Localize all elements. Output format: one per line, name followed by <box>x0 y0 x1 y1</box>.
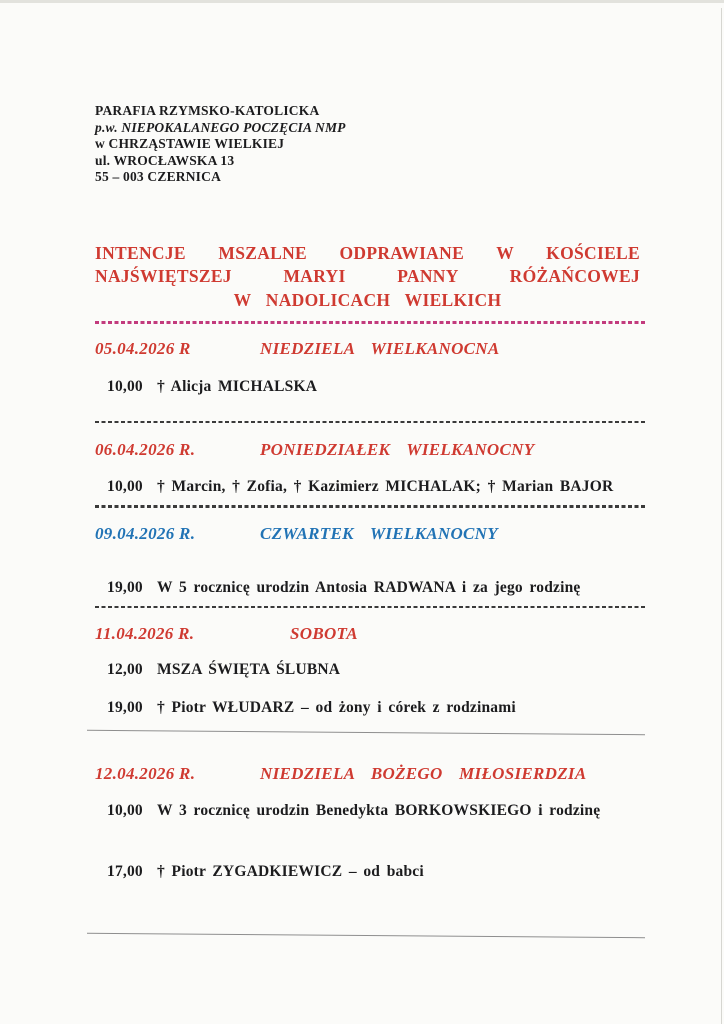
scan-edge-right <box>721 8 722 1024</box>
section-date: 05.04.2026 R <box>95 338 191 358</box>
separator-dashed-magenta <box>95 321 646 324</box>
mass-intention <box>107 862 640 882</box>
parish-town: w CHRZĄSTAWIE WIELKIEJ <box>95 136 285 151</box>
separator-dashed <box>95 421 646 424</box>
section-heading-3 <box>95 523 640 545</box>
section-heading-2 <box>95 439 640 461</box>
section-heading-1 <box>95 338 640 360</box>
mass-text: † Alicja MICHALSKA <box>157 377 318 395</box>
parish-patron: p.w. NIEPOKALANEGO POCZĘCIA NMP <box>95 119 346 135</box>
section-date: 06.04.2026 R. <box>95 440 196 459</box>
title-line-1: INTENCJE MSZALNE ODPRAWIANE W KOŚCIELE <box>95 242 640 263</box>
mass-text: † Piotr ZYGADKIEWICZ – od babci <box>157 863 424 881</box>
section-date: 11.04.2026 R. <box>95 624 195 643</box>
separator-dashed <box>95 606 646 609</box>
parish-street: ul. WROCŁAWSKA 13 <box>95 152 235 168</box>
mass-time: 10,00 <box>107 802 143 820</box>
mass-time: 19,00 <box>107 578 143 596</box>
section-day: NIEDZIELA BOŻEGO MIŁOSIERDZIA <box>260 764 587 784</box>
title-line-2: NAJŚWIĘTSZEJ MARYI PANNY RÓŻAŃCOWEJ <box>95 266 640 286</box>
title-line-3: W NADOLICACH WIELKICH <box>233 289 502 310</box>
mass-intention <box>107 377 640 397</box>
mass-time: 17,00 <box>107 863 143 881</box>
separator-rule <box>87 933 645 939</box>
section-date: 09.04.2026 R. <box>95 523 196 543</box>
parish-name: PARAFIA RZYMSKO-KATOLICKA <box>95 103 320 118</box>
mass-intention <box>107 801 640 821</box>
mass-intention <box>107 660 640 680</box>
mass-intention <box>107 578 640 598</box>
mass-time: 10,00 <box>107 478 143 495</box>
mass-text: MSZA ŚWIĘTA ŚLUBNA <box>157 661 341 678</box>
mass-text: † Piotr WŁUDARZ – od żony i córek z rodzinami <box>157 699 516 716</box>
mass-time: 19,00 <box>107 699 143 716</box>
parish-header <box>95 103 640 186</box>
mass-text: W 5 rocznicę urodzin Antosia RADWANA i za jego rodzinę <box>157 578 581 596</box>
section-heading-4 <box>95 623 640 645</box>
section-day: NIEDZIELA WIELKANOCNA <box>260 338 500 358</box>
scan-edge-top <box>0 0 724 3</box>
separator-dashed <box>95 505 646 508</box>
section-heading-5 <box>95 763 640 785</box>
section-day: SOBOTA <box>290 624 358 643</box>
mass-text: W 3 rocznicę urodzin Benedykta BORKOWSKIEGO i rodzinę <box>157 802 601 820</box>
mass-intention <box>107 477 640 497</box>
parish-postcode: 55 – 003 CZERNICA <box>95 169 222 184</box>
mass-time: 12,00 <box>107 661 143 678</box>
mass-text: † Marcin, † Zofia, † Kazimierz MICHALAK; † Marian BAJOR <box>157 478 614 495</box>
mass-intention <box>107 698 640 718</box>
separator-rule <box>87 730 645 736</box>
section-day: CZWARTEK WIELKANOCNY <box>260 523 498 543</box>
section-day: PONIEDZIAŁEK WIELKANOCNY <box>260 440 535 459</box>
page-title <box>95 242 640 313</box>
mass-time: 10,00 <box>107 377 143 395</box>
section-date: 12.04.2026 R. <box>95 764 196 784</box>
